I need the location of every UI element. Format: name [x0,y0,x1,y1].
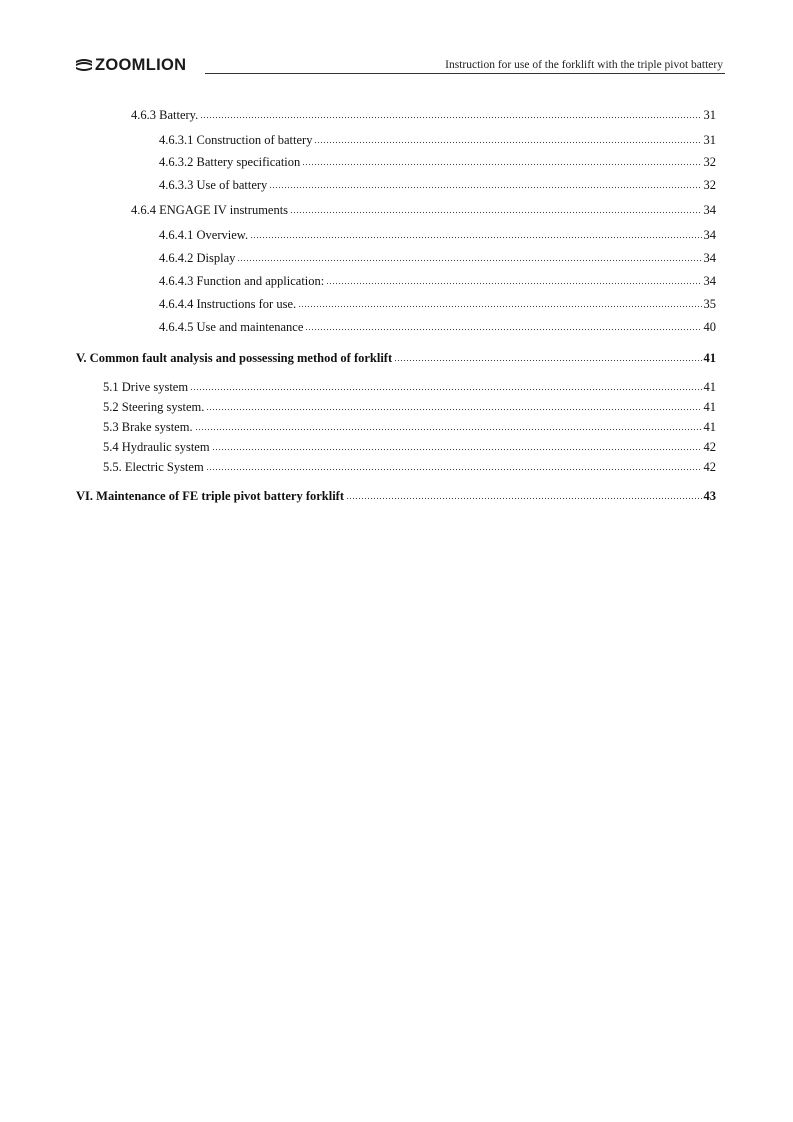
toc-entry-page: 42 [703,440,716,454]
toc-entry-label: 4.6.4.4 Instructions for use. [159,297,297,311]
toc-entry[interactable] [159,154,716,170]
toc-leader-dots [326,273,701,285]
toc-entry-page: 41 [703,420,716,434]
toc-entry-page: 32 [703,178,716,192]
toc-leader-dots [237,250,701,262]
toc-entry-label: 4.6.4.5 Use and maintenance [159,320,304,334]
toc-entry[interactable] [103,379,716,395]
toc-entry-label: 4.6.3.2 Battery specification [159,155,301,169]
toc-entry-label: 4.6.4 ENGAGE IV instruments [131,203,289,217]
toc-entry-page: 32 [703,155,716,169]
toc-entry-page: 40 [703,320,716,334]
toc-leader-dots [298,296,701,308]
toc-entry-label: 5.2 Steering system. [103,400,205,414]
toc-entry-page: 31 [703,108,716,122]
toc-entry[interactable] [131,107,716,123]
toc-entry-page: 34 [703,228,716,242]
toc-entry[interactable] [159,132,716,148]
toc-chapter-entry[interactable] [76,488,716,504]
zoomlion-logo [75,56,186,74]
toc-entry-label: 4.6.3.3 Use of battery [159,178,268,192]
logo-text: ZOOMLION [95,56,187,74]
toc-entry-label: 5.4 Hydraulic system [103,440,210,454]
toc-entry-page: 34 [703,251,716,265]
toc-entry-label: 4.6.4.1 Overview. [159,228,249,242]
toc-entry-label: 4.6.4.2 Display [159,251,236,265]
toc-entry[interactable] [159,273,716,289]
toc-entry-label: 4.6.4.3 Function and application: [159,274,325,288]
toc-entry[interactable] [103,439,716,455]
toc-leader-dots [190,379,701,391]
toc-leader-dots [314,132,701,144]
toc-entry-page: 43 [703,489,716,503]
toc-entry-page: 34 [703,203,716,217]
toc-entry-page: 35 [703,297,716,311]
toc-entry-page: 41 [703,400,716,414]
toc-leader-dots [212,439,702,451]
toc-leader-dots [305,319,701,331]
toc-entry-label: V. Common fault analysis and possessing method of forklift [76,351,393,365]
toc-entry-page: 42 [703,460,716,474]
toc-entry-page: 34 [703,274,716,288]
toc-entry-label: 4.6.3 Battery. [131,108,199,122]
toc-entry-label: VI. Maintenance of FE triple pivot battery forklift [76,489,345,503]
toc-entry[interactable] [159,296,716,312]
toc-leader-dots [206,459,702,471]
toc-entry-page: 41 [703,351,716,365]
toc-leader-dots [195,419,702,431]
toc-leader-dots [206,399,701,411]
toc-leader-dots [394,350,701,362]
document-title: Instruction for use of the forklift with the triple pivot battery [445,59,723,71]
toc-entry[interactable] [159,319,716,335]
toc-entry-label: 5.1 Drive system [103,380,189,394]
toc-chapter-entry[interactable] [76,350,716,366]
header-rule [205,73,725,74]
page-header [75,56,725,76]
zoomlion-logo-icon [75,58,93,72]
toc-leader-dots [269,177,701,189]
toc-entry-page: 41 [703,380,716,394]
toc-entry-page: 31 [703,133,716,147]
toc-entry-label: 5.5. Electric System [103,460,204,474]
toc-entry[interactable] [103,419,716,435]
toc-entry[interactable] [103,459,716,475]
toc-entry-label: 4.6.3.1 Construction of battery [159,133,313,147]
toc-leader-dots [200,107,701,119]
toc-entry[interactable] [103,399,716,415]
toc-entry[interactable] [159,177,716,193]
toc-leader-dots [302,154,701,166]
toc-leader-dots [346,488,701,500]
toc-leader-dots [290,202,701,214]
toc-entry[interactable] [159,227,716,243]
toc-leader-dots [250,227,701,239]
toc-entry-label: 5.3 Brake system. [103,420,193,434]
toc-entry[interactable] [159,250,716,266]
toc-entry[interactable] [131,202,716,218]
